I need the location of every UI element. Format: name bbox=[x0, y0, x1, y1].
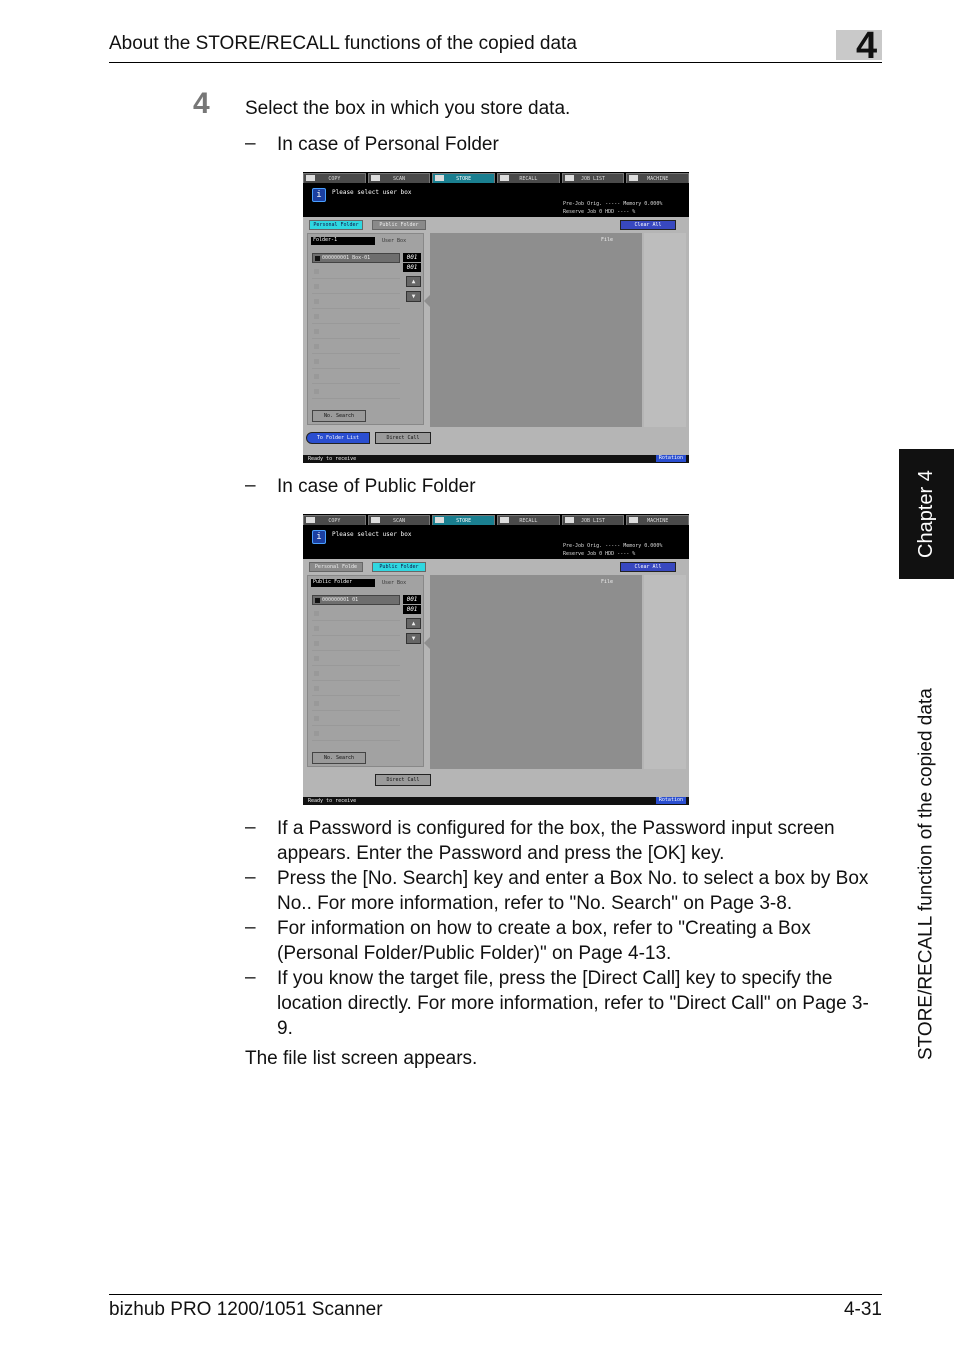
chapter-number: 4 bbox=[856, 25, 878, 67]
page-counter-total: 001 bbox=[403, 263, 421, 272]
tab-public-folder[interactable]: Public Folder bbox=[372, 562, 426, 572]
result-text: The file list screen appears. bbox=[245, 1048, 478, 1069]
bullet-text: Press the [No. Search] key and enter a Box No. to select a box by Box No.. For more information, refer to "No. Search" on Page 3-8. bbox=[277, 868, 869, 914]
bullet-text: If you know the target file, press the [Direct Call] key to specify the location directly. For more information, refer to "Direct Call" on Page 3-9. bbox=[277, 968, 869, 1039]
tab-public-folder[interactable]: Public Folder bbox=[372, 220, 426, 230]
right-margin-area bbox=[644, 233, 686, 427]
bullet-text: For information on how to create a box, refer to "Creating a Box (Personal Folder/Public Folder)" on Page 4-13. bbox=[277, 918, 811, 964]
message-bar bbox=[303, 183, 561, 217]
screenshot-personal-folder bbox=[303, 172, 689, 463]
box-row-empty bbox=[312, 667, 400, 681]
tab-label: JOB LIST bbox=[580, 517, 606, 524]
status-bar bbox=[303, 797, 689, 805]
screen-body bbox=[303, 559, 689, 799]
direct-call-button[interactable]: Direct Call bbox=[375, 774, 431, 786]
tab-label: SCAN bbox=[392, 175, 406, 182]
tab-personal-folder[interactable]: Personal Folde bbox=[309, 562, 363, 572]
recall-icon bbox=[500, 517, 509, 523]
tab-label: MACHINE bbox=[647, 517, 669, 524]
box-row-empty bbox=[312, 712, 400, 726]
page-counter-total: 001 bbox=[403, 605, 421, 614]
box-row-empty bbox=[312, 385, 400, 399]
footer-product: bizhub PRO 1200/1051 Scanner bbox=[109, 1299, 383, 1320]
selected-box-button[interactable]: 000000001 01 bbox=[312, 595, 400, 605]
step-text: Select the box in which you store data. bbox=[245, 98, 571, 119]
dash: – bbox=[245, 817, 256, 838]
store-icon bbox=[435, 517, 444, 523]
scan-icon bbox=[371, 175, 380, 181]
status-box bbox=[561, 525, 689, 559]
box-list-pane bbox=[307, 575, 424, 767]
tab-label: COPY bbox=[328, 175, 341, 182]
header-rule bbox=[109, 62, 882, 63]
file-label: File bbox=[601, 237, 614, 243]
page-counter-current: 001 bbox=[403, 595, 421, 604]
box-row-empty bbox=[312, 295, 400, 309]
scan-icon bbox=[371, 517, 380, 523]
screenshot-public-folder bbox=[303, 514, 689, 805]
status-text: Ready to receive bbox=[308, 798, 357, 804]
tab-label: STORE bbox=[456, 517, 472, 524]
box-row-empty bbox=[312, 652, 400, 666]
step-number: 4 bbox=[193, 87, 210, 120]
status-row: Pre-Job Orig. ----- Memory 0.000% bbox=[563, 201, 663, 207]
box-row-empty bbox=[312, 370, 400, 384]
info-icon: i bbox=[312, 188, 326, 202]
function-tabs bbox=[303, 172, 689, 183]
tab-label: COPY bbox=[328, 517, 341, 524]
message-bar bbox=[303, 525, 561, 559]
message-text: Please select user box bbox=[332, 531, 412, 538]
tab-label: MACHINE bbox=[647, 175, 669, 182]
box-row-empty bbox=[312, 697, 400, 711]
section-side-label: STORE/RECALL function of the copied data bbox=[915, 688, 937, 1060]
box-row-empty bbox=[312, 607, 400, 621]
rotation-button[interactable]: Rotation bbox=[656, 455, 686, 462]
box-row-empty bbox=[312, 265, 400, 279]
tab-personal-folder[interactable]: Personal Folder bbox=[309, 220, 363, 230]
tab-label: STORE bbox=[456, 175, 472, 182]
chapter-tab-label: Chapter 4 bbox=[915, 470, 937, 558]
clear-all-button[interactable]: Clear All bbox=[620, 220, 676, 230]
folder-name-field: Folder-1 bbox=[311, 237, 375, 245]
info-icon: i bbox=[312, 530, 326, 544]
machine-icon bbox=[629, 517, 638, 523]
bullet-text: If a Password is configured for the box, the Password input screen appears. Enter the Password and press the [OK] key. bbox=[277, 818, 835, 864]
machine-icon bbox=[629, 175, 638, 181]
box-row-empty bbox=[312, 637, 400, 651]
scroll-down-button[interactable]: ▼ bbox=[406, 291, 421, 302]
dash: – bbox=[245, 475, 256, 496]
status-row: Reserve Job 0 HDD ---- % bbox=[563, 209, 636, 215]
box-row-empty bbox=[312, 340, 400, 354]
running-header: About the STORE/RECALL functions of the copied data bbox=[109, 33, 577, 54]
to-folder-list-button[interactable]: To Folder List bbox=[306, 432, 370, 444]
status-row: Pre-Job Orig. ----- Memory 0.000% bbox=[563, 543, 663, 549]
user-box-label: User Box bbox=[382, 580, 407, 586]
box-row-empty bbox=[312, 280, 400, 294]
clear-all-button[interactable]: Clear All bbox=[620, 562, 676, 572]
box-row-empty bbox=[312, 325, 400, 339]
file-pane bbox=[430, 233, 642, 427]
user-box-label: User Box bbox=[382, 238, 407, 244]
scroll-up-button[interactable]: ▲ bbox=[406, 276, 421, 287]
screen-body bbox=[303, 217, 689, 457]
case-personal-label: In case of Personal Folder bbox=[277, 134, 499, 155]
right-margin-area bbox=[644, 575, 686, 769]
direct-call-button[interactable]: Direct Call bbox=[375, 432, 431, 444]
box-row-empty bbox=[312, 727, 400, 741]
job-list-icon bbox=[565, 175, 574, 181]
file-pane bbox=[430, 575, 642, 769]
status-text: Ready to receive bbox=[308, 456, 357, 462]
copy-icon bbox=[306, 517, 315, 523]
job-list-icon bbox=[565, 517, 574, 523]
store-icon bbox=[435, 175, 444, 181]
file-label: File bbox=[601, 579, 614, 585]
tab-label: RECALL bbox=[519, 175, 538, 182]
box-list-pane bbox=[307, 233, 424, 425]
selected-box-button[interactable]: 000000001 Box-01 bbox=[312, 253, 400, 263]
status-bar bbox=[303, 455, 689, 463]
recall-icon bbox=[500, 175, 509, 181]
function-tabs bbox=[303, 514, 689, 525]
message-text: Please select user box bbox=[332, 189, 412, 196]
dash: – bbox=[245, 967, 256, 988]
dash: – bbox=[245, 133, 256, 154]
rotation-button[interactable]: Rotation bbox=[656, 797, 686, 804]
folder-name-field: Public Folder bbox=[311, 579, 375, 587]
no-search-button[interactable]: No. Search bbox=[312, 410, 366, 422]
box-row-empty bbox=[312, 355, 400, 369]
footer-page-number: 4-31 bbox=[843, 1299, 882, 1320]
tab-label: SCAN bbox=[392, 517, 406, 524]
page-counter-current: 001 bbox=[403, 253, 421, 262]
dash: – bbox=[245, 917, 256, 938]
dash: – bbox=[245, 867, 256, 888]
scroll-down-button[interactable]: ▼ bbox=[406, 633, 421, 644]
tab-label: RECALL bbox=[519, 517, 538, 524]
box-row-empty bbox=[312, 622, 400, 636]
box-row-empty bbox=[312, 682, 400, 696]
box-row-empty bbox=[312, 310, 400, 324]
status-box bbox=[561, 183, 689, 217]
tab-label: JOB LIST bbox=[580, 175, 606, 182]
no-search-button[interactable]: No. Search bbox=[312, 752, 366, 764]
footer-rule bbox=[109, 1294, 882, 1295]
copy-icon bbox=[306, 175, 315, 181]
status-row: Reserve Job 0 HDD ---- % bbox=[563, 551, 636, 557]
scroll-up-button[interactable]: ▲ bbox=[406, 618, 421, 629]
case-public-label: In case of Public Folder bbox=[277, 476, 476, 497]
